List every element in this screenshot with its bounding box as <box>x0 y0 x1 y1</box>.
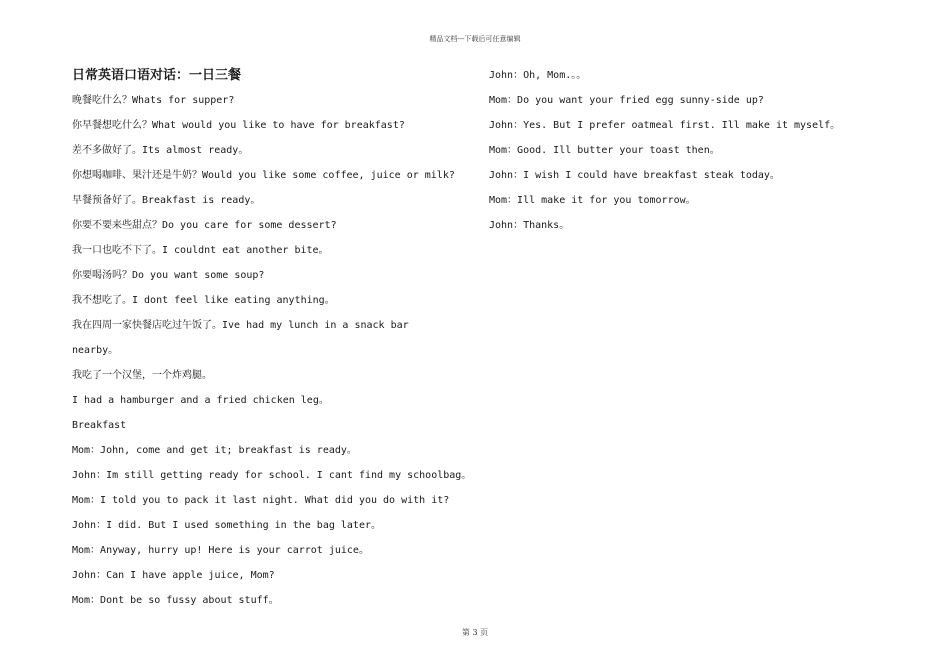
dialogue-line: John：Im still getting ready for school. I cant find my schoolbag。 <box>72 470 472 481</box>
dialogue-line: John：I wish I could have breakfast steak today。 <box>489 170 780 181</box>
left-column <box>72 64 472 613</box>
text-line: 我一口也吃不下了。I couldnt eat another bite。 <box>72 245 329 256</box>
page-number: 第 3 页 <box>461 628 489 637</box>
dialogue-line: Mom：John, come and get it; breakfast is ready。 <box>72 445 357 456</box>
dialogue-line: John：I did. But I used something in the bag later。 <box>72 520 381 531</box>
dialogue-line: Mom：Ill make it for you tomorrow。 <box>489 195 696 206</box>
dialogue-line: John：Oh, Mom.。。 <box>489 70 587 81</box>
text-line: 你要不要来些甜点？Do you care for some dessert? <box>72 220 337 231</box>
dialogue-line: Mom：Good. Ill butter your toast then。 <box>489 145 720 156</box>
text-line: 我不想吃了。I dont feel like eating anything。 <box>72 295 335 306</box>
dialogue-line: Mom：Do you want your fried egg sunny-side up? <box>489 95 764 106</box>
text-line: 我吃了一个汉堡，一个炸鸡腿。 <box>72 370 212 381</box>
document-title: 日常英语口语对话：一日三餐 <box>72 68 242 83</box>
page-header: 精品文档---下载后可任意编辑 <box>429 35 521 43</box>
text-line: 晚餐吃什么？Whats for supper? <box>72 95 235 106</box>
text-line: nearby。 <box>72 345 119 356</box>
text-line: 我在四周一家快餐店吃过午饭了。Ive had my lunch in a snack bar <box>72 320 409 331</box>
dialogue-line: Mom：Dont be so fussy about stuff。 <box>72 595 279 606</box>
dialogue-line: Mom：I told you to pack it last night. What did you do with it? <box>72 495 450 506</box>
text-line: 早餐预备好了。Breakfast is ready。 <box>72 195 261 206</box>
text-line: 你想喝咖啡、果汁还是牛奶？Would you like some coffee, juice or milk? <box>72 170 455 181</box>
section-heading-breakfast: Breakfast <box>72 420 127 431</box>
dialogue-line: John：Yes. But I prefer oatmeal first. Ill make it myself。 <box>489 120 841 131</box>
text-line: 你要喝汤吗？Do you want some soup? <box>72 270 265 281</box>
dialogue-line: John：Can I have apple juice, Mom? <box>72 570 275 581</box>
dialogue-line: John：Thanks。 <box>489 220 570 231</box>
text-line: 你早餐想吃什么？What would you like to have for breakfast? <box>72 120 405 131</box>
right-column <box>489 64 909 238</box>
dialogue-line: Mom：Anyway, hurry up! Here is your carrot juice。 <box>72 545 369 556</box>
text-line: 差不多做好了。Its almost ready。 <box>72 145 249 156</box>
text-line: I had a hamburger and a fried chicken leg。 <box>72 395 329 406</box>
